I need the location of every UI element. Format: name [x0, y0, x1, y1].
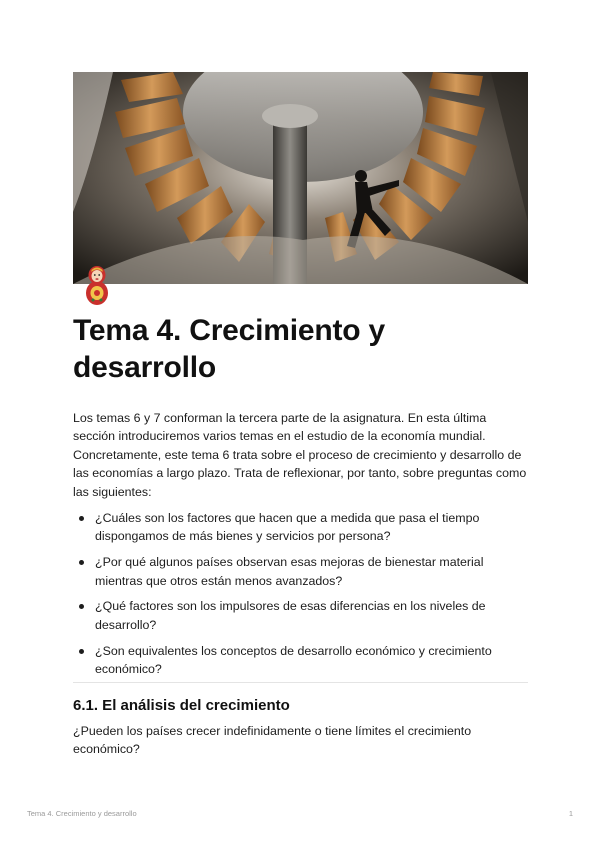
matryoshka-doll-icon [83, 262, 111, 306]
footer-title: Tema 4. Crecimiento y desarrollo [27, 809, 137, 818]
list-item-text: ¿Son equivalentes los conceptos de desarrollo económico y crecimiento económico? [95, 643, 492, 677]
cover-image [73, 72, 528, 284]
list-item [73, 642, 531, 679]
list-item-text: ¿Cuáles son los factores que hacen que a medida que pasa el tiempo dispongamos de más bienes y servicios por persona? [95, 511, 480, 544]
bullet-icon [79, 604, 84, 609]
list-item-text: ¿Por qué algunos países observan esas mejoras de bienestar material mientras que otros están menos avanzados? [95, 555, 484, 588]
list-item [73, 597, 531, 634]
section-paragraph: ¿Pueden los países crecer indefinidamente o tiene límites el crecimiento económico? [73, 724, 472, 757]
bullet-icon [79, 649, 84, 654]
bullet-icon [79, 560, 84, 565]
list-item [73, 553, 531, 590]
question-list [73, 509, 531, 686]
intro-paragraph: Los temas 6 y 7 conforman la tercera parte de la asignatura. En esta última sección introduciremos varios temas en el estudio de la economía mundial. Concretamente, este tema 6 trata sobre el proceso de crecimiento y desarrollo de las economías a largo plazo. Trata de reflexionar, por tanto, sobre preguntas como las siguientes: [73, 411, 527, 499]
divider [73, 682, 528, 683]
list-item-text: ¿Qué factores son los impulsores de esas diferencias en los niveles de desarrollo? [95, 599, 486, 632]
list-item [73, 509, 531, 546]
bullet-icon [79, 516, 84, 521]
page-number: 1 [568, 809, 573, 818]
section-heading: 6.1. El análisis del crecimiento [73, 697, 290, 714]
page-title: Tema 4. Crecimiento y desarrollo [73, 314, 386, 384]
wind-tunnel-photo [73, 72, 528, 284]
